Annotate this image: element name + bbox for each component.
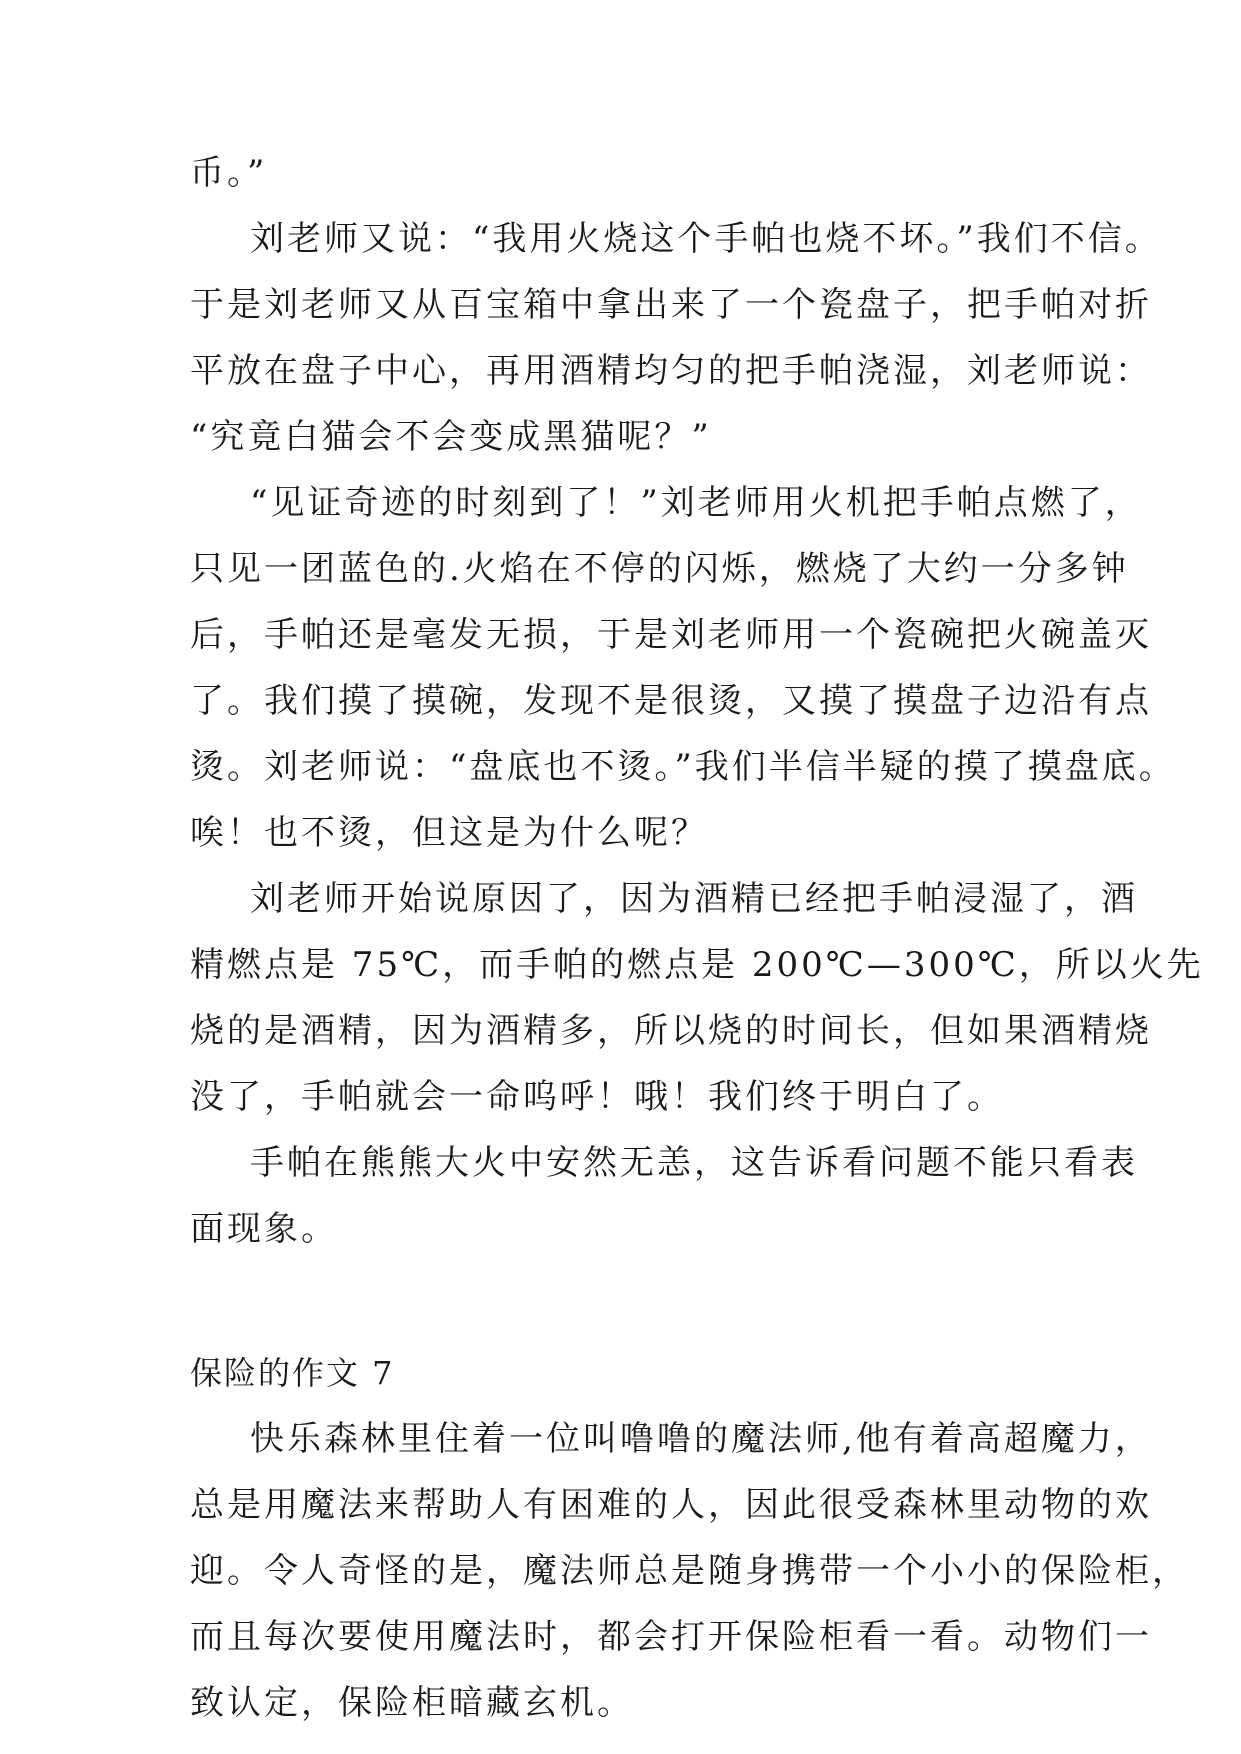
text-line: 而且每次要使用魔法时，都会打开保险柜看一看。动物们一 [190,1617,1152,1657]
text-line: 刘老师又说：“我用火烧这个手帕也烧不坏。”我们不信。 [250,219,1162,259]
text-line: 精燃点是 75℃，而手帕的燃点是 200℃—300℃，所以火先 [190,945,1204,985]
text-line: 币。” [190,153,268,193]
text-line: 于是刘老师又从百宝箱中拿出来了一个瓷盘子，把手帕对折 [190,285,1152,325]
text-line: 面现象。 [190,1209,338,1249]
text-line: 唉！也不烫，但这是为什么呢？ [190,813,708,853]
text-line: 只见一团蓝色的.火焰在不停的闪烁，燃烧了大约一分多钟 [190,549,1129,589]
text-line: “究竟白猫会不会变成黑猫呢？” [190,417,712,457]
text-line: 刘老师开始说原因了，因为酒精已经把手帕浸湿了，酒 [250,879,1138,919]
text-line: 总是用魔法来帮助人有困难的人，因此很受森林里动物的欢 [190,1485,1152,1525]
text-line: 手帕在熊熊大火中安然无恙，这告诉看问题不能只看表 [250,1143,1138,1183]
text-line: 致认定，保险柜暗藏玄机。 [190,1683,634,1723]
text-line: 烫。刘老师说：“盘底也不烫。”我们半信半疑的摸了摸盘底。 [190,747,1176,787]
text-line: 快乐森林里住着一位叫噜噜的魔法师,他有着高超魔力， [250,1419,1152,1459]
text-line: 烧的是酒精，因为酒精多，所以烧的时间长，但如果酒精烧 [190,1011,1152,1051]
text-line: “见证奇迹的时刻到了！”刘老师用火机把手帕点燃了， [250,483,1142,523]
text-line: 了。我们摸了摸碗，发现不是很烫，又摸了摸盘子边沿有点 [190,681,1152,721]
document-page [190,140,1204,1736]
text-line: 没了，手帕就会一命呜呼！哦！我们终于明白了。 [190,1077,1004,1117]
text-line: 后，手帕还是毫发无损，于是刘老师用一个瓷碗把火碗盖灭 [190,615,1152,655]
text-line: 平放在盘子中心，再用酒精均匀的把手帕浇湿，刘老师说： [190,351,1152,391]
section-heading: 保险的作文 7 [190,1354,395,1392]
text-line: 迎。令人奇怪的是，魔法师总是随身携带一个小小的保险柜， [190,1551,1189,1591]
